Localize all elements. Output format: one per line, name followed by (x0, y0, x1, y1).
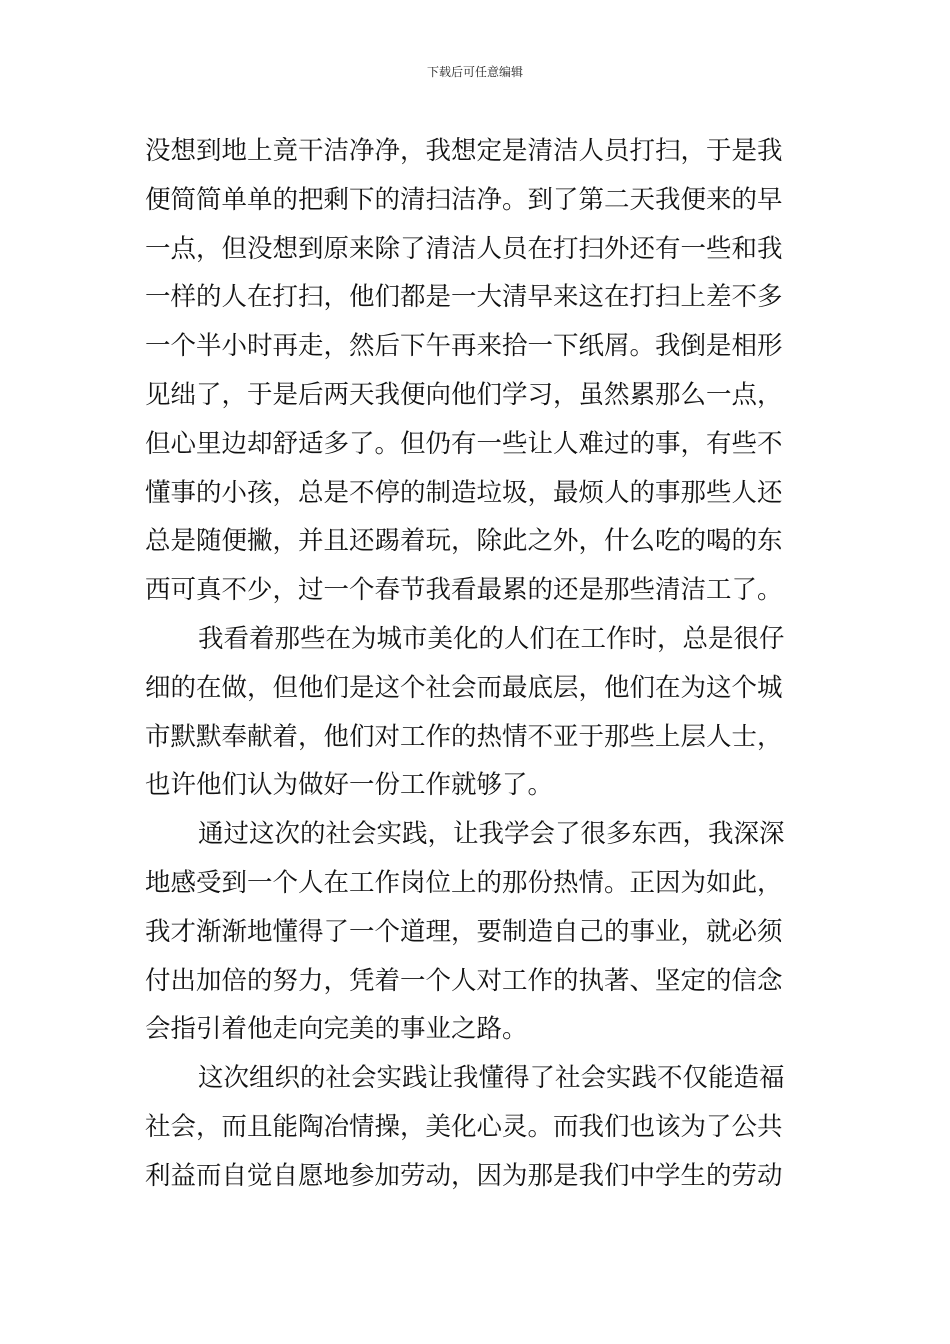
text-line: 社会，而且能陶冶情操，美化心灵。而我们也该为了公共 (145, 1111, 783, 1142)
body-text (145, 127, 805, 1201)
text-line: 市默默奉献着，他们对工作的热情不亚于那些上层人士， (145, 721, 783, 752)
text-line: 见绌了，于是后两天我便向他们学习，虽然累那么一点， (145, 379, 783, 410)
text-line: 利益而自觉自愿地参加劳动，因为那是我们中学生的劳动 (145, 1160, 783, 1191)
text-line: 细的在做，但他们是这个社会而最底层，他们在为这个城 (145, 672, 783, 703)
text-line: 总是随便撇，并且还踢着玩，除此之外，什么吃的喝的东 (145, 526, 783, 557)
text-line: 付出加倍的努力，凭着一个人对工作的执著、坚定的信念 (145, 965, 783, 996)
paragraph-first-line: 这次组织的社会实践让我懂得了社会实践不仅能造福 (198, 1063, 785, 1094)
text-line: 一个半小时再走，然后下午再来拾一下纸屑。我倒是相形 (145, 331, 783, 362)
text-line: 地感受到一个人在工作岗位上的那份热情。正因为如此， (145, 867, 783, 898)
paragraph-first-line: 通过这次的社会实践，让我学会了很多东西，我深深 (198, 819, 785, 850)
page-header: 下载后可任意编辑 (426, 65, 523, 79)
text-line: 但心里边却舒适多了。但仍有一些让人难过的事，有些不 (145, 428, 783, 459)
text-line: 懂事的小孩，总是不停的制造垃圾，最烦人的事那些人还 (145, 477, 783, 508)
text-line: 一样的人在打扫，他们都是一大清早来这在打扫上差不多 (145, 282, 783, 313)
text-line: 会指引着他走向完美的事业之路。 (145, 1014, 528, 1045)
text-line: 也许他们认为做好一份工作就够了。 (145, 770, 554, 801)
text-line: 西可真不少，过一个春节我看最累的还是那些清洁工了。 (145, 575, 783, 606)
text-line: 便简简单单的把剩下的清扫洁净。到了第二天我便来的早 (145, 184, 783, 215)
text-line: 一点，但没想到原来除了清洁人员在打扫外还有一些和我 (145, 233, 783, 264)
text-line: 没想到地上竟干洁净净，我想定是清洁人员打扫，于是我 (145, 136, 783, 166)
paragraph-first-line: 我看着那些在为城市美化的人们在工作时，总是很仔 (198, 623, 785, 654)
text-line: 我才渐渐地懂得了一个道理，要制造自己的事业，就必须 (145, 916, 783, 947)
